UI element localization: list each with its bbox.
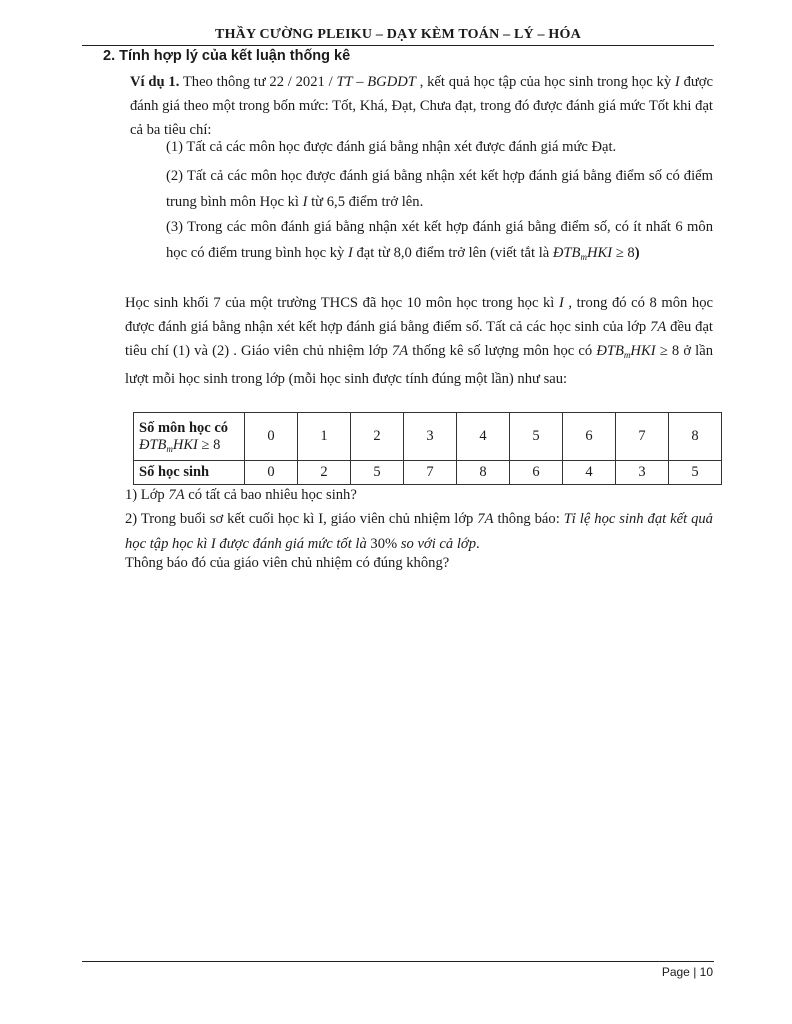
table-cell: 3 xyxy=(404,413,457,461)
criterion-2-text-2: từ 6,5 điểm trở lên. xyxy=(307,194,424,210)
section-title: 2. Tính hợp lý của kết luận thống kê xyxy=(103,48,351,64)
question-2-text-2: thông báo: xyxy=(493,511,564,527)
abbr-hki: HKI xyxy=(586,245,613,261)
abbr-sub: m xyxy=(166,443,173,454)
abbr-threshold: ≥ 8 xyxy=(655,343,680,359)
question-1 xyxy=(125,483,713,507)
question-3: Thông báo đó của giáo viên chủ nhiệm có đúng không? xyxy=(125,555,450,571)
announcement-percent: 30% xyxy=(366,536,401,552)
main-paragraph xyxy=(125,291,713,391)
abbr-hki: HKI xyxy=(172,436,198,453)
paragraph-text-2: , trong đó có 8 môn học được đánh giá bằng nhận xét kết hợp đánh giá bằng điểm số. Tất cả các học sinh của lớp xyxy=(125,295,713,335)
table-cell: 2 xyxy=(351,413,404,461)
page-number: Page | 10 xyxy=(661,965,713,979)
class-symbol: 7A xyxy=(477,511,494,527)
table-cell: 8 xyxy=(457,461,510,485)
class-symbol: 7A xyxy=(168,487,185,503)
example-intro xyxy=(130,70,713,142)
semester-symbol: I xyxy=(674,74,680,90)
table-cell: 2 xyxy=(298,461,351,485)
table-cell: 1 xyxy=(298,413,351,461)
footer-divider xyxy=(82,961,714,962)
question-2 xyxy=(125,507,713,557)
criterion-3-text-2: đạt từ 8,0 điểm trở lên (viết tắt là xyxy=(352,245,553,261)
criterion-1: (1) Tất cả các môn học được đánh giá bằng nhận xét được đánh giá mức Đạt. xyxy=(166,139,617,155)
table-cell: 3 xyxy=(616,461,669,485)
intro-text-3: được đánh giá theo một trong bốn mức: Tốt, Khá, Đạt, Chưa đạt, trong đó được đánh giá mức Tốt khi đạt cả ba tiêu chí: xyxy=(130,74,713,138)
abbr-hki: HKI xyxy=(630,343,656,359)
abbr-threshold: ≥ 8 xyxy=(612,245,635,261)
abbr-sub: m xyxy=(623,350,631,360)
table-cell: 7 xyxy=(404,461,457,485)
period: . xyxy=(476,536,480,552)
table-cell: 8 xyxy=(669,413,722,461)
announcement-text-2: so với cả lớp xyxy=(400,536,476,552)
statistics-table xyxy=(133,412,722,485)
row-label-subjects xyxy=(134,413,245,461)
criterion-2 xyxy=(166,163,713,215)
criterion-2-text: (2) Tất cả các môn học được đánh giá bằng nhận xét kết hợp đánh giá bằng điểm số có điểm trung bình môn Học kì xyxy=(166,168,713,210)
criterion-3-text: (3) Trong các môn đánh giá bằng nhận xét kết hợp đánh giá bằng điểm số, có ít nhất 6 môn học có điểm trung bình học kỳ xyxy=(166,219,713,261)
class-symbol: 7A xyxy=(391,343,409,359)
paragraph-text: Học sinh khối 7 của một trường THCS đã học 10 môn học trong học kì xyxy=(125,295,559,311)
row-label-text: Số môn học có xyxy=(139,419,229,436)
table-cell: 0 xyxy=(245,413,298,461)
paragraph-text-5: ở lần lượt mỗi học sinh trong lớp (mỗi học sinh được tính đúng một lần) như sau: xyxy=(125,343,714,387)
question-2-text: 2) Trong buổi sơ kết cuối học kì I, giáo viên chủ nhiệm lớp xyxy=(125,511,478,527)
page-header: THẦY CƯỜNG PLEIKU – DẠY KÈM TOÁN – LÝ – HÓA xyxy=(215,27,581,42)
announcement-text: Tỉ lệ học sinh đạt kết quả học tập học kì I được đánh giá mức tốt là xyxy=(125,511,713,552)
table-row-subjects xyxy=(134,413,722,461)
semester-symbol: I xyxy=(558,295,564,311)
table-cell: 6 xyxy=(563,413,616,461)
table-cell: 5 xyxy=(351,461,404,485)
abbr-dtb: ĐTB xyxy=(552,245,581,261)
closing-paren: ) xyxy=(634,245,640,261)
paragraph-text-3: đều đạt tiêu chí (1) và (2) . Giáo viên chủ nhiệm lớp xyxy=(125,319,713,359)
criterion-3 xyxy=(166,214,713,270)
abbr-sub: m xyxy=(580,252,587,262)
table-cell: 5 xyxy=(669,461,722,485)
question-1-text: 1) Lớp xyxy=(125,487,169,503)
table-cell: 0 xyxy=(245,461,298,485)
table-row-students xyxy=(134,461,722,485)
question-1-text-2: có tất cả bao nhiêu học sinh? xyxy=(184,487,357,503)
example-label: Ví dụ 1. xyxy=(130,74,180,90)
semester-symbol: I xyxy=(302,194,308,210)
table-cell: 5 xyxy=(510,413,563,461)
paragraph-text-4: thống kê số lượng môn học có xyxy=(408,343,597,359)
circular-code: TT – BGDDT xyxy=(336,74,416,90)
abbr-dtb: ĐTB xyxy=(139,436,167,453)
semester-symbol: I xyxy=(347,245,353,261)
row-label-students: Số học sinh xyxy=(134,461,245,485)
intro-text: Theo thông tư 22 / 2021 / xyxy=(179,74,337,90)
abbr-threshold: ≥ 8 xyxy=(197,436,221,453)
table-cell: 6 xyxy=(510,461,563,485)
intro-text-2: , kết quả học tập của học sinh trong học kỳ xyxy=(415,74,675,90)
abbr-dtb: ĐTB xyxy=(596,343,624,359)
class-symbol: 7A xyxy=(650,319,667,335)
table-cell: 7 xyxy=(616,413,669,461)
table-cell: 4 xyxy=(563,461,616,485)
table-cell: 4 xyxy=(457,413,510,461)
header-divider xyxy=(82,45,714,46)
